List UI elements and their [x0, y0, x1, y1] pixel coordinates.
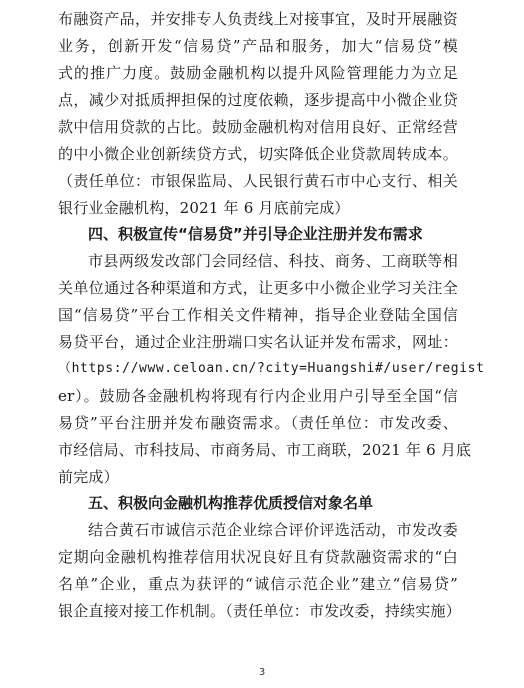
paragraph-line: 银行业金融机构，2021 年 6 月底前完成）: [58, 199, 350, 217]
page-number: 3: [258, 667, 266, 678]
paragraph-line: 的中小微企业创新续贷方式，切实降低企业贷款周转成本。: [58, 145, 458, 163]
paragraph-line: 结合黄石市诚信示范企业综合评价评选活动，市发改委: [88, 521, 458, 539]
paragraph-line: 布融资产品，并安排专人负责线上对接事宜，及时开展融资: [58, 10, 458, 28]
paragraph-line: 易贷平台，通过企业注册端口实名认证并发布需求，网址：: [58, 333, 458, 351]
paragraph-line: 名单”企业，重点为获评的“诚信示范企业”建立“信易贷”: [58, 575, 458, 593]
paragraph-line: 银企直接对接工作机制。（责任单位：市发改委，持续实施）: [58, 602, 461, 620]
paragraph-line: 市经信局、市科技局、市商务局、市工商联，2021 年 6 月底: [58, 441, 472, 459]
paragraph-line: 关单位通过各种渠道和方式，让更多中小微企业学习关注全: [58, 279, 458, 297]
paragraph-line: 定期向金融机构推荐信用状况良好且有贷款融资需求的“白: [58, 548, 458, 566]
paragraph-line: （责任单位：市银保监局、人民银行黄石市中心支行、相关: [58, 172, 458, 190]
url-line: （https://www.celoan.cn/?city=Huangshi#/user/regist: [58, 361, 485, 376]
paragraph-line: 点，减少对抵质押担保的过度依赖，逐步提高中小微企业贷: [58, 91, 458, 109]
paragraph-line: er）。鼓励各金融机构将现有行内企业用户引导至全国“信: [58, 387, 458, 405]
paragraph-line: 业务，创新开发“信易贷”产品和服务，加大“信易贷”模: [58, 37, 458, 55]
section-heading: 五、积极向金融机构推荐优质授信对象名单: [88, 494, 374, 512]
paragraph-line: 国“信易贷”平台工作相关文件精神，指导企业登陆全国信: [58, 306, 458, 324]
paragraph-line: 前完成）: [58, 468, 119, 486]
paragraph-line: 款中信用贷款的占比。鼓励金融机构对信用良好、正常经营: [58, 118, 458, 136]
paragraph-line: 式的推广力度。鼓励金融机构以提升风险管理能力为立足: [58, 64, 458, 82]
paragraph-line: 易贷”平台注册并发布融资需求。（责任单位：市发改委、: [58, 414, 458, 432]
paragraph-line: 市县两级发改部门会同经信、科技、商务、工商联等相: [88, 252, 458, 270]
section-heading: 四、积极宣传“信易贷”并引导企业注册并发布需求: [88, 225, 423, 243]
